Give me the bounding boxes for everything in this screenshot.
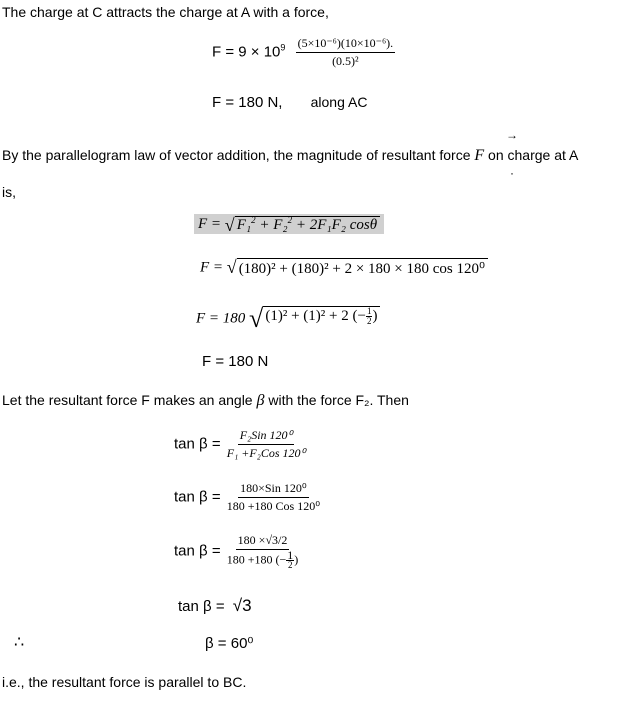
eq5-lhs: F = 180 [196, 310, 246, 327]
resultant-formula: F = √ F₁$^2$ + F₂$^2$ + 2F₁F₂ cosθ [194, 216, 384, 234]
tan-formula-3 [174, 533, 300, 570]
eq5-close: ) [372, 307, 378, 324]
parallelogram-end: on charge at A [488, 147, 579, 163]
parallelogram-text [2, 147, 578, 165]
eq5-frac-d: 2 [366, 316, 372, 326]
angle-text [2, 392, 409, 410]
eq1-lhs: F = 9 × 10 [212, 43, 281, 61]
simplified-formula: F = 180 √ (1)² + (1)² + 2 (− $\frac{1}{2}$ ) [196, 306, 380, 332]
tan2-den: 180 +180 Cos 120⁰ [226, 499, 321, 513]
tan4-lhs: tan β = [178, 598, 225, 615]
tan3-frac-d: 2 [288, 560, 293, 570]
tan3-lhs: tan β = [174, 542, 221, 560]
substituted-formula: F = √ (180)² + (180)² + 2 × 180 × 180 cos 120⁰ [200, 258, 488, 278]
eq1-den: (0.5)² [332, 54, 359, 68]
angle-b: with the force F₂. Then [268, 392, 409, 408]
eq3-c: + 2F₁F₂ cosθ [295, 217, 378, 233]
eq3-sq-b: 2 [287, 215, 293, 225]
tan3-frac-n: 1 [287, 548, 294, 562]
tan1-lhs: tan β = [174, 435, 221, 453]
conclusion-text: i.e., the resultant force is parallel to BC. [2, 674, 247, 690]
angle-a: Let the resultant force F makes an angle [2, 392, 253, 408]
tan3-den-b: ) [294, 552, 299, 567]
tan-formula-2 [174, 481, 322, 514]
eq1-num: (5×10⁻⁶)(10×10⁻⁶) [297, 36, 391, 50]
eq4-body: (180)² + (180)² + 2 × 180 × 180 cos 120⁰ [237, 258, 488, 278]
tan3-den-a: 180 +180 (− [226, 552, 287, 567]
eq3-lhs: F = [198, 216, 222, 233]
eq4-lhs: F = [200, 259, 224, 276]
vector-dot: · [510, 166, 514, 180]
eq3-sq-a: 2 [251, 215, 256, 225]
tan-result [178, 596, 252, 616]
eq5-frac-n: 1 [366, 306, 372, 316]
vector-arrow: → [506, 128, 518, 142]
parallelogram-is: is, [2, 184, 16, 200]
eq5-body: (1)² + (1)² + 2 (− [265, 307, 366, 324]
tan-formula-1 [174, 428, 307, 461]
therefore-symbol: ∴ [14, 634, 25, 651]
eq2-note: along AC [310, 94, 368, 110]
eq3-b: + F₂ [259, 217, 288, 233]
tan1-num: F₂Sin 120⁰ [238, 428, 295, 445]
eq1-num-dot: . [390, 36, 394, 50]
coulomb-equation [212, 36, 395, 69]
eq2-value: F = 180 N, [212, 94, 283, 111]
beta-result: β = 60⁰ [205, 635, 254, 652]
angle-beta: β [256, 392, 265, 409]
resultant-value: F = 180 N [202, 353, 269, 370]
eq1-exp: 9 [280, 42, 286, 53]
tan2-num: 180×Sin 120⁰ [238, 481, 309, 498]
tan1-den: F₁ +F₂Cos 120⁰ [226, 446, 306, 460]
tan2-lhs: tan β = [174, 488, 221, 506]
parallelogram-line: By the parallelogram law of vector addition, the magnitude of resultant force [2, 147, 471, 163]
tan3-num: 180 ×√3/2 [236, 533, 290, 550]
force-value-line [212, 94, 367, 111]
eq3-a: F₁ [236, 217, 252, 233]
parallelogram-vector: F [474, 147, 485, 164]
tan4-rhs: √3 [232, 596, 252, 615]
intro-text: The charge at C attracts the charge at A with a force, [2, 4, 329, 20]
